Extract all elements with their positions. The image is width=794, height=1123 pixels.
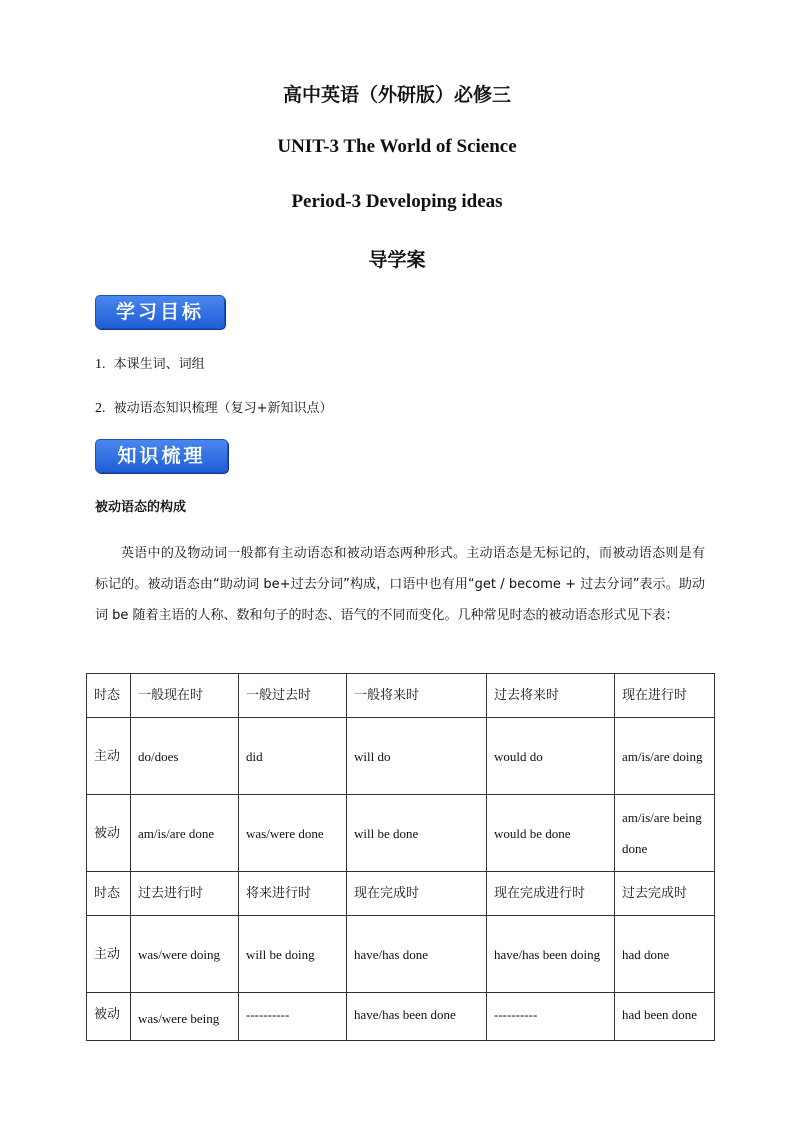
table-row bbox=[87, 872, 715, 916]
objective-number: 1. bbox=[95, 357, 106, 372]
table-cell: ---------- bbox=[239, 993, 347, 1041]
table-cell: am/is/are being done bbox=[615, 795, 715, 872]
section-heading: 被动语态的构成 bbox=[95, 500, 187, 515]
table-row bbox=[87, 674, 715, 718]
table-cell: 过去进行时 bbox=[131, 872, 239, 916]
table-cell: do/does bbox=[131, 718, 239, 795]
table-cell: 时态 bbox=[87, 872, 131, 916]
table-cell: 一般将来时 bbox=[347, 674, 487, 718]
table-cell: will be done bbox=[347, 795, 487, 872]
table-cell: have/has been doing bbox=[487, 916, 615, 993]
table-row bbox=[87, 916, 715, 993]
table-cell: 过去将来时 bbox=[487, 674, 615, 718]
table-cell: 过去完成时 bbox=[615, 872, 715, 916]
objectives-badge: 学习目标 bbox=[95, 295, 225, 329]
table-cell: was/were done bbox=[239, 795, 347, 872]
knowledge-badge: 知识梳理 bbox=[95, 439, 228, 473]
table-cell: 时态 bbox=[87, 674, 131, 718]
table-cell: 现在完成进行时 bbox=[487, 872, 615, 916]
table-cell: 一般过去时 bbox=[239, 674, 347, 718]
course-title: 高中英语（外研版）必修三 bbox=[282, 84, 511, 106]
passive-voice-table bbox=[86, 673, 715, 1041]
intro-paragraph: 英语中的及物动词一般都有主动语态和被动语态两种形式。主动语态是无标记的，而被动语态则是有标记的。被动语态由“助动词 be+过去分词”构成，口语中也有用“get / become + 过去分词”表示。助动词 be 随着主语的人称、数和句子的时态、语气的不同而变化。几种常见时态的被动语态形式见下表： bbox=[95, 546, 705, 623]
table-cell: had been done bbox=[615, 993, 715, 1041]
table-cell: am/is/are done bbox=[131, 795, 239, 872]
table-cell: 主动 bbox=[87, 916, 131, 993]
table-cell: 一般现在时 bbox=[131, 674, 239, 718]
objective-item bbox=[95, 353, 205, 373]
table-cell: would be done bbox=[487, 795, 615, 872]
table-cell: ---------- bbox=[487, 993, 615, 1041]
table-cell: did bbox=[239, 718, 347, 795]
objective-text: 本课生词、词组 bbox=[113, 357, 205, 372]
table-cell: am/is/are doing bbox=[615, 718, 715, 795]
table-row bbox=[87, 993, 715, 1041]
table-cell: 被动 bbox=[87, 993, 131, 1041]
table-cell: will be doing bbox=[239, 916, 347, 993]
period-title: Period-3 Developing ideas bbox=[291, 191, 503, 212]
table-cell: 主动 bbox=[87, 718, 131, 795]
table-cell: will do bbox=[347, 718, 487, 795]
unit-title: UNIT-3 The World of Science bbox=[277, 136, 517, 157]
table-cell: was/were being bbox=[131, 993, 239, 1041]
table-cell: have/has done bbox=[347, 916, 487, 993]
doc-type-title: 导学案 bbox=[368, 249, 426, 271]
table-cell: had done bbox=[615, 916, 715, 993]
table-cell: have/has been done bbox=[347, 993, 487, 1041]
table-cell: 将来进行时 bbox=[239, 872, 347, 916]
table-cell: was/were doing bbox=[131, 916, 239, 993]
table-cell: would do bbox=[487, 718, 615, 795]
table-row bbox=[87, 795, 715, 872]
table-cell: 现在完成时 bbox=[347, 872, 487, 916]
objective-number: 2. bbox=[95, 401, 106, 416]
objective-item bbox=[95, 397, 333, 417]
table-row bbox=[87, 718, 715, 795]
table-cell: 被动 bbox=[87, 795, 131, 872]
objective-text: 被动语态知识梳理（复习+新知识点） bbox=[113, 401, 333, 416]
table-cell: 现在进行时 bbox=[615, 674, 715, 718]
